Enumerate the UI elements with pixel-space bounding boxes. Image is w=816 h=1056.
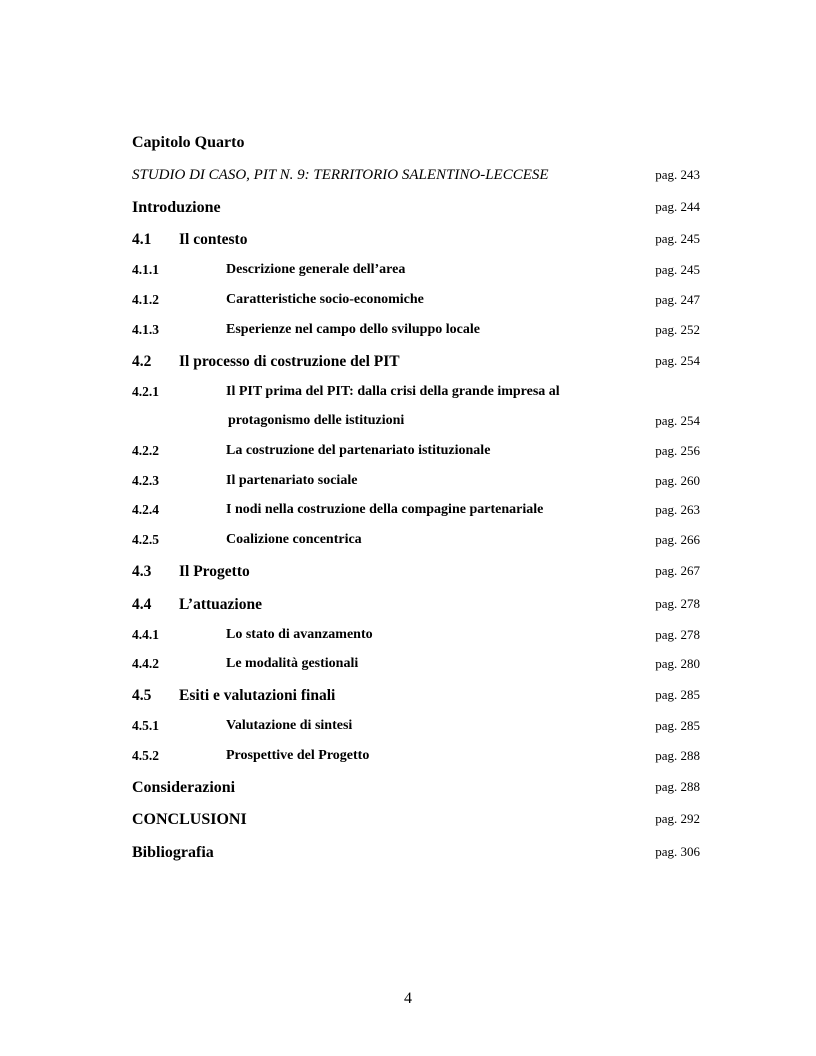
toc-entry-4-4-2: [132, 656, 700, 680]
toc-entry-number: 4.1: [132, 231, 152, 248]
toc-entry-number: 4.4.1: [132, 627, 159, 642]
toc-entry-title: Prospettive del Progetto: [226, 748, 370, 763]
toc-entry-4-2-1: [132, 384, 700, 408]
toc-entry-number: 4.1.1: [132, 262, 159, 277]
toc-entry-page: pag. 244: [655, 199, 700, 214]
toc-entry-4-5-2: [132, 748, 700, 772]
toc-entry-number: 4.2.4: [132, 502, 159, 517]
toc-entry-page: pag. 247: [655, 292, 700, 307]
toc-entry-title: Coalizione concentrica: [226, 532, 362, 547]
toc-entry-title: Introduzione: [132, 199, 221, 216]
toc-entry-4-5-1: [132, 718, 700, 742]
toc-entry-4-2-4: [132, 502, 700, 526]
toc-entry-page: pag. 280: [655, 656, 700, 671]
toc-entry-number: 4.4.2: [132, 656, 159, 671]
toc-entry-page: pag. 243: [655, 167, 700, 182]
toc-entry-4-2: [132, 353, 700, 377]
toc-entry-page: pag. 278: [655, 627, 700, 642]
toc-entry-title: CONCLUSIONI: [132, 811, 247, 828]
toc-entry-page: pag. 245: [655, 231, 700, 246]
toc-entry-page: pag. 278: [655, 596, 700, 611]
toc-entry-introduzione: [132, 199, 700, 223]
toc-entry-title: Esperienze nel campo dello sviluppo locale: [226, 322, 480, 337]
toc-entry-4-1-3: [132, 322, 700, 346]
toc-entry-bibliografia: [132, 844, 700, 868]
toc-entry-title: Le modalità gestionali: [226, 656, 359, 671]
toc-entry-number: 4.5.2: [132, 748, 159, 763]
toc-entry-conclusioni: [132, 811, 700, 835]
toc-entry-title: Descrizione generale dell’area: [226, 262, 406, 277]
toc-entry-page: pag. 288: [655, 779, 700, 794]
toc-entry-case-study: [132, 167, 700, 191]
toc-entry-number: 4.1.3: [132, 322, 159, 337]
toc-entry-page: pag. 254: [655, 353, 700, 368]
toc-entry-page: pag. 256: [655, 443, 700, 458]
toc-entry-page: pag. 245: [655, 262, 700, 277]
toc-entry-number: 4.2.3: [132, 473, 159, 488]
toc-entry-title: Valutazione di sintesi: [226, 718, 353, 733]
toc-entry-title: STUDIO DI CASO, PIT N. 9: TERRITORIO SALENTINO-LECCESE: [132, 167, 549, 183]
toc-entry-page: pag. 263: [655, 502, 700, 517]
toc-entry-title: Caratteristiche socio-economiche: [226, 292, 424, 307]
toc-entry-page: pag. 292: [655, 811, 700, 826]
toc-entry-page: pag. 288: [655, 748, 700, 763]
toc-entry-number: 4.2.2: [132, 443, 159, 458]
toc-entry-title: Il Progetto: [179, 563, 250, 580]
toc-entry-title: Il contesto: [179, 231, 248, 248]
toc-entry-4-1-1: [132, 262, 700, 286]
toc-entry-title: I nodi nella costruzione della compagine partenariale: [226, 502, 544, 517]
toc-entry-title: Considerazioni: [132, 779, 236, 796]
toc-entry-page: pag. 266: [655, 532, 700, 547]
toc-entry-number: 4.2: [132, 353, 152, 370]
toc-entry-number: 4.5.1: [132, 718, 159, 733]
toc-entry-title: Il processo di costruzione del PIT: [179, 353, 400, 370]
page-number: 4: [404, 990, 412, 1007]
toc-entry-page: pag. 285: [655, 687, 700, 702]
chapter-heading-row: [132, 134, 700, 158]
toc-entry-4-1-2: [132, 292, 700, 316]
toc-entry-page: pag. 252: [655, 322, 700, 337]
toc-entry-title: Esiti e valutazioni finali: [179, 687, 336, 704]
toc-entry-4-3: [132, 563, 700, 587]
toc-entry-title: Bibliografia: [132, 844, 214, 861]
toc-entry-4-2-2: [132, 443, 700, 467]
toc-entry-number: 4.2.5: [132, 532, 159, 547]
toc-entry-number: 4.1.2: [132, 292, 159, 307]
toc-entry-4-1: [132, 231, 700, 255]
toc-entry-4-2-5: [132, 532, 700, 556]
toc-entry-title-continuation: protagonismo delle istituzioni: [228, 413, 405, 428]
toc-entry-title: Il PIT prima del PIT: dalla crisi della grande impresa al: [226, 384, 560, 399]
toc-entry-number: 4.3: [132, 563, 152, 580]
toc-entry-title: Il partenariato sociale: [226, 473, 358, 488]
toc-entry-4-5: [132, 687, 700, 711]
toc-entry-4-2-3: [132, 473, 700, 497]
toc-entry-title: Lo stato di avanzamento: [226, 627, 373, 642]
toc-entry-page: pag. 306: [655, 844, 700, 859]
toc-entry-title: L’attuazione: [179, 596, 262, 613]
chapter-heading: Capitolo Quarto: [132, 134, 245, 151]
toc-entry-number: 4.4: [132, 596, 152, 613]
toc-entry-4-4-1: [132, 627, 700, 651]
toc-entry-page: pag. 285: [655, 718, 700, 733]
toc-entry-number: 4.5: [132, 687, 152, 704]
toc-entry-title: La costruzione del partenariato istituzionale: [226, 443, 491, 458]
toc-entry-number: 4.2.1: [132, 384, 159, 399]
toc-entry-page: pag. 254: [655, 413, 700, 428]
toc-entry-4-4: [132, 596, 700, 620]
toc-entry-4-2-1-continued: [132, 413, 700, 437]
toc-entry-page: pag. 260: [655, 473, 700, 488]
toc-entry-considerazioni: [132, 779, 700, 803]
toc-entry-page: pag. 267: [655, 563, 700, 578]
